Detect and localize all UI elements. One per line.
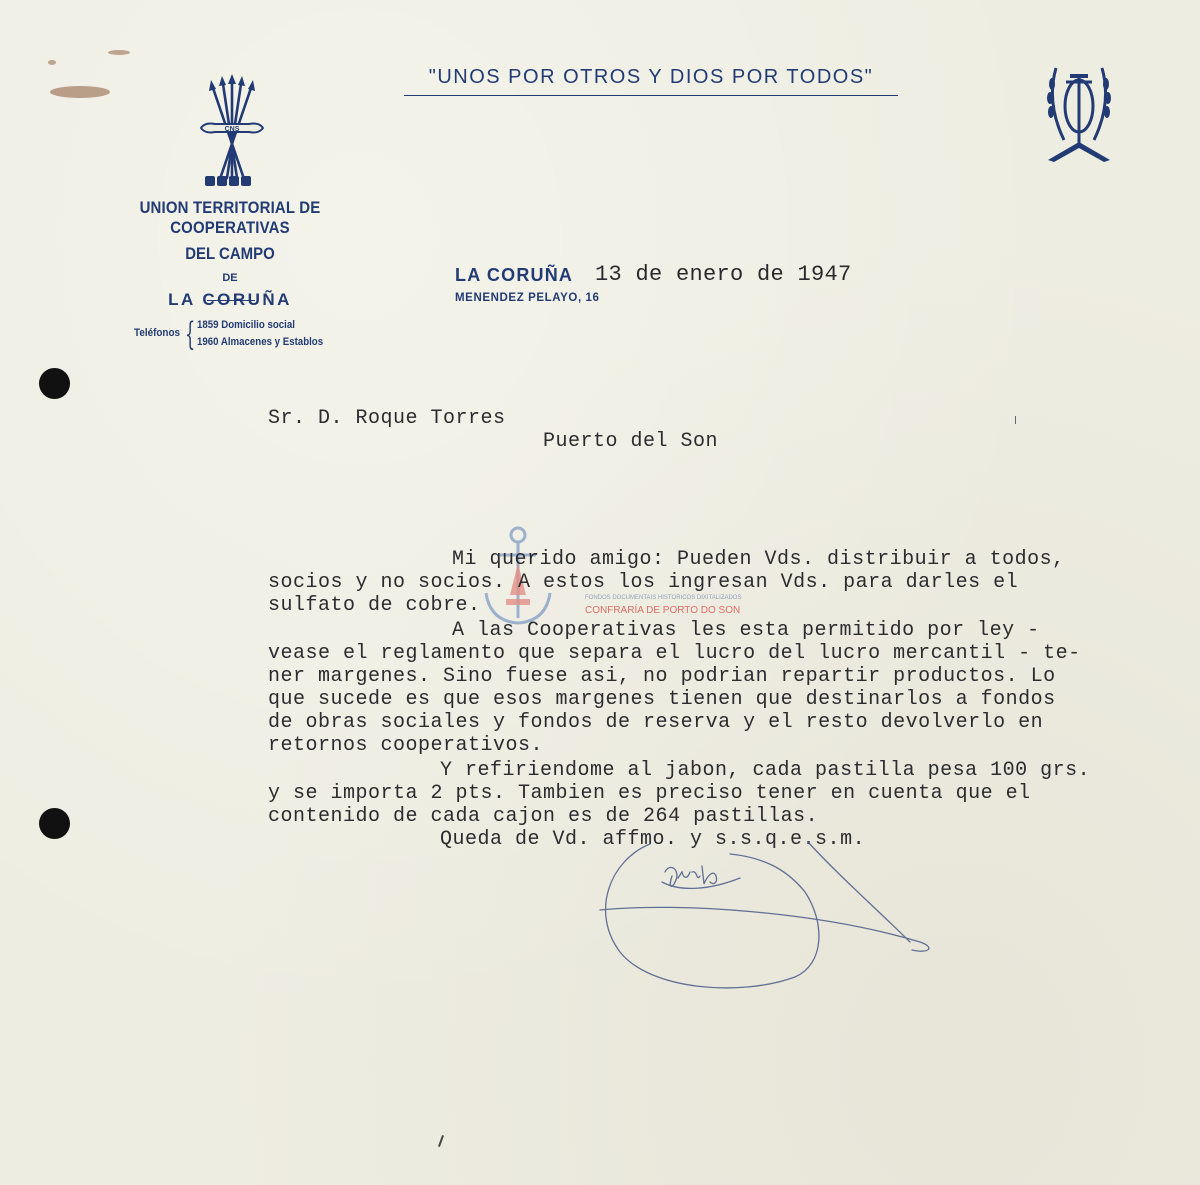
body-line: Mi querido amigo: Pueden Vds. distribuir a todos, — [452, 548, 1065, 571]
org-divider — [207, 300, 255, 301]
body-line: A las Cooperativas les esta permitido por ley - — [452, 619, 1040, 642]
org-name-line1: UNION TERRITORIAL DE COOPERATIVAS — [139, 198, 321, 237]
emblem-monogram: CNS — [224, 126, 240, 133]
recipient-name: Sr. D. Roque Torres — [268, 407, 506, 430]
phone-2: 1960 Almacenes y Establos — [197, 336, 324, 348]
recipient-place: Puerto del Son — [543, 430, 719, 453]
rust-stain — [48, 60, 56, 65]
org-name-line2: DEL CAMPO — [185, 244, 275, 263]
body-line: vease el reglamento que separa el lucro del lucro mercantil - te- — [268, 642, 1081, 665]
body-line: retornos cooperativos. — [268, 734, 544, 757]
body-line: socios y no socios. A estos los ingresan Vds. para darles el — [268, 571, 1019, 594]
ink-mark — [1015, 416, 1016, 424]
body-line: que sucede es que esos margenes tienen que destinarlos a fondos — [268, 688, 1056, 711]
phones-label: Teléfonos — [134, 327, 181, 339]
yoke-arrows-emblem — [195, 72, 270, 190]
rust-stain — [50, 86, 110, 98]
motto-underline — [404, 95, 898, 96]
watermark-line2: CONFRARÍA DE PORTO DO SON — [585, 605, 741, 616]
body-line: Y refiriendome al jabon, cada pastilla pesa 100 grs. — [440, 759, 1091, 782]
organisation-name — [60, 198, 400, 310]
rust-stain — [108, 50, 130, 55]
watermark-line1: FONDOS DOCUMENTAIS HISTÓRICOS DIXITALIZADOS — [585, 595, 742, 601]
ink-mark — [438, 1135, 444, 1147]
org-name-line4: LA CORUÑA — [168, 290, 292, 309]
letter-place: LA CORUÑA — [455, 265, 574, 285]
body-line: de obras sociales y fondos de reserva y el resto devolverlo en — [268, 711, 1044, 734]
motto: "UNOS POR OTROS Y DIOS POR TODOS" — [428, 66, 874, 88]
org-name-line3: DE — [222, 272, 238, 284]
phone-1: 1859 Domicilio social — [197, 319, 295, 331]
punch-hole-bottom — [39, 808, 70, 839]
letter-date: 13 de enero de 1947 — [595, 262, 852, 287]
cooperative-emblem — [1044, 48, 1114, 166]
body-line: ner margenes. Sino fuese asi, no podrian repartir productos. Lo — [268, 665, 1056, 688]
body-line: sulfato de cobre. — [268, 594, 481, 617]
closing-line: Queda de Vd. affmo. y s.s.q.e.s.m. — [440, 828, 866, 851]
punch-hole-top — [39, 368, 70, 399]
handwritten-signature — [590, 832, 940, 997]
phones-brace: { — [185, 315, 196, 353]
body-line: y se importa 2 pts. Tambien es preciso tener en cuenta que el — [268, 782, 1031, 805]
body-line: contenido de cada cajon es de 264 pastillas. — [268, 805, 819, 828]
letter-street: MENENDEZ PELAYO, 16 — [455, 292, 600, 304]
